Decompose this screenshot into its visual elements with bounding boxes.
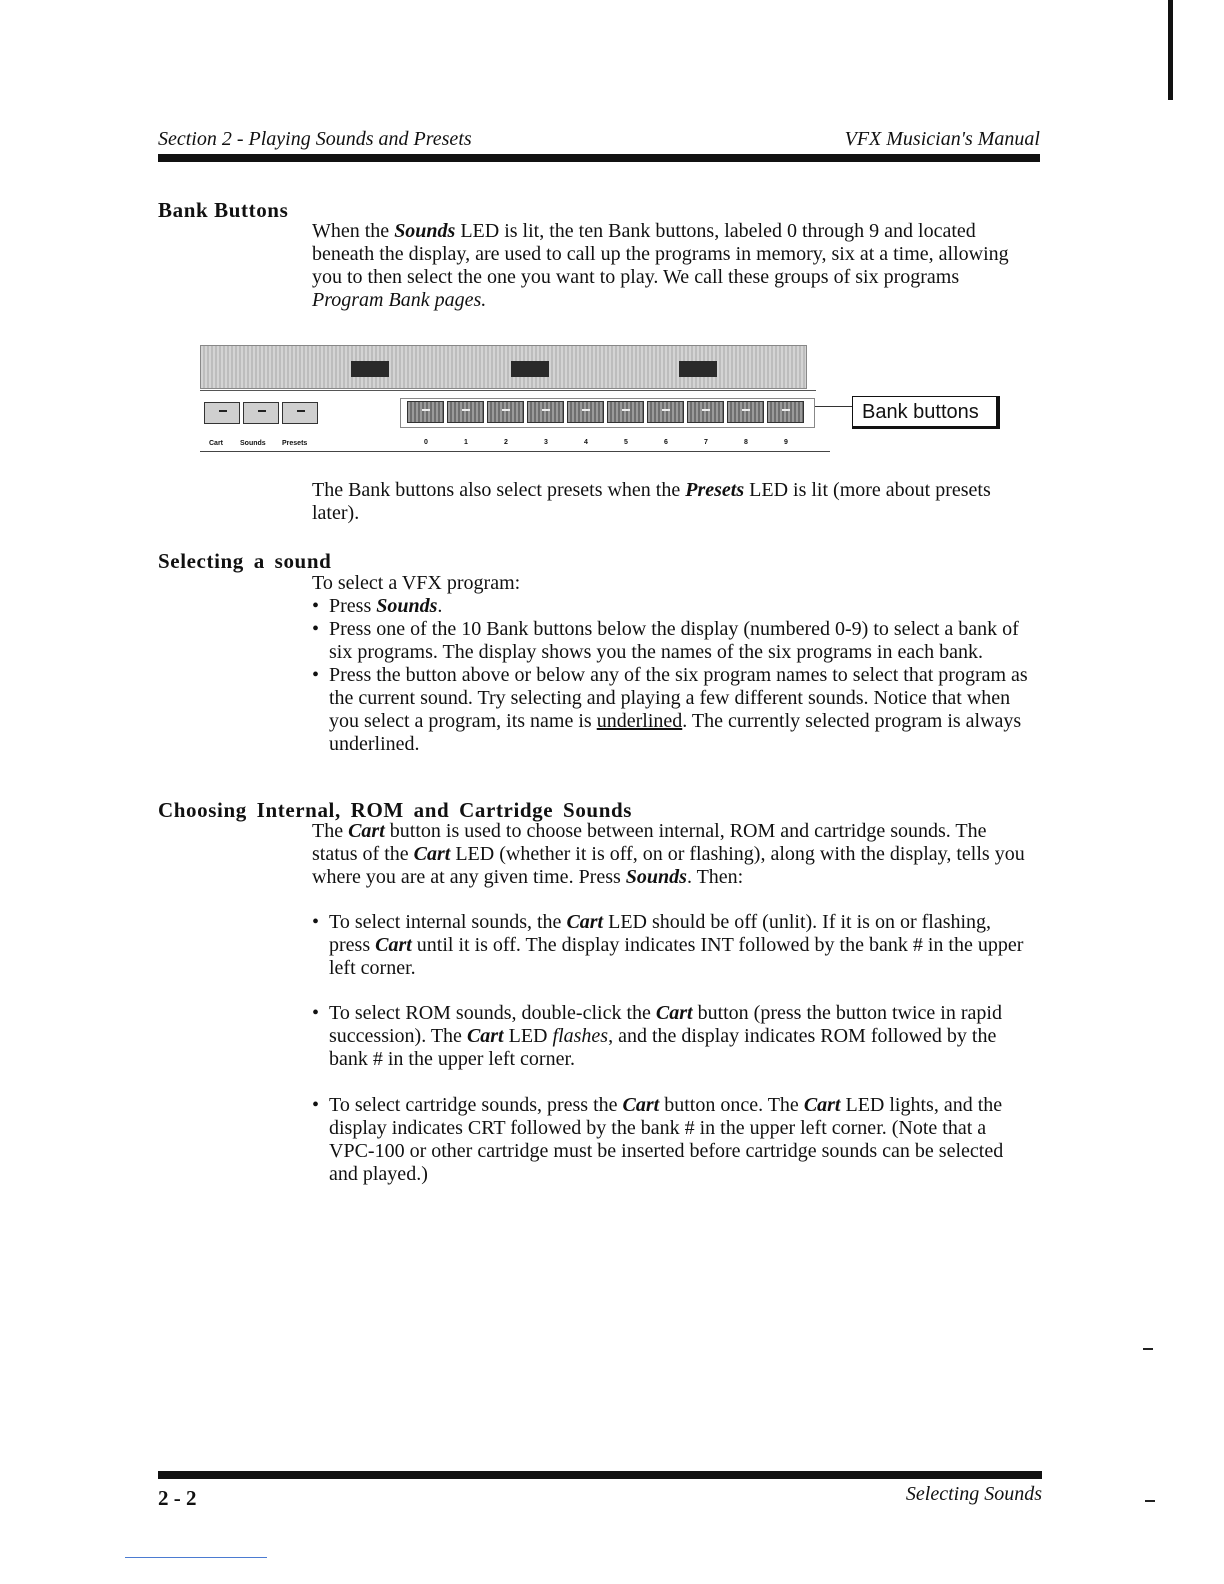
figure-baseline — [200, 451, 830, 452]
display-segment — [351, 361, 389, 377]
running-footer-title: Selecting Sounds — [905, 1483, 1042, 1505]
bank-button-7[interactable] — [687, 401, 724, 423]
bank-number-label: 4 — [584, 439, 588, 446]
choosing-item-rom — [312, 1002, 1032, 1071]
margin-mark — [1145, 1500, 1155, 1502]
bank-button-6[interactable] — [647, 401, 684, 423]
bank-button-1[interactable] — [447, 401, 484, 423]
heading-bank-buttons: Bank Buttons — [158, 198, 289, 222]
bank-button-5[interactable] — [607, 401, 644, 423]
bank-buttons-paragraph: When the Sounds LED is lit, the ten Bank buttons, labeled 0 through 9 and located beneath the display, are used to call up the programs in memory, six at a time, allowing you to then select the one you want to play. We call these groups of six programs Program Bank pages. — [312, 220, 1009, 311]
heading-choosing-sounds: Choosing Internal, ROM and Cartridge Sounds — [158, 798, 633, 822]
bank-number-label: 7 — [704, 439, 708, 446]
panel-divider — [200, 390, 816, 391]
display-segment — [679, 361, 717, 377]
choosing-paragraph: The Cart button is used to choose between internal, ROM and cartridge sounds. The status of the Cart LED (whether it is off, on or flashing), along with the display, tells you where you are at any given time. Press Sounds. Then: — [312, 820, 1025, 888]
sounds-button[interactable] — [243, 402, 279, 424]
bank-button-0[interactable] — [407, 401, 444, 423]
bank-button-2[interactable] — [487, 401, 524, 423]
display-segment — [511, 361, 549, 377]
presets-button[interactable] — [282, 402, 318, 424]
callout-leader-line — [815, 406, 853, 407]
presets-paragraph: The Bank buttons also select presets when the Presets LED is lit (more about presets later). — [312, 479, 991, 524]
cart-label: Cart — [209, 440, 224, 447]
bank-button-9[interactable] — [767, 401, 804, 423]
list-item: • Press Sounds. — [312, 595, 1042, 618]
bank-number-label: 8 — [744, 439, 748, 446]
margin-mark — [1143, 1348, 1153, 1350]
cart-button[interactable] — [204, 402, 240, 424]
bank-button-4[interactable] — [567, 401, 604, 423]
header-rule — [158, 154, 1040, 162]
bank-button-8[interactable] — [727, 401, 764, 423]
bank-number-label: 3 — [544, 439, 548, 446]
bank-buttons-callout: Bank buttons — [852, 396, 1000, 429]
list-item: • Press one of the 10 Bank buttons below the display (numbered 0-9) to select a bank of six programs. The display shows you the names of the six programs in each bank. — [312, 618, 1042, 664]
bank-number-label: 5 — [624, 439, 628, 446]
selecting-steps — [312, 595, 1042, 756]
page-number: 2 - 2 — [158, 1486, 197, 1510]
choosing-item-internal — [312, 911, 1032, 980]
footnote-line — [125, 1557, 267, 1558]
bank-number-label: 2 — [504, 439, 508, 446]
sounds-label: Sounds — [240, 440, 266, 447]
list-item: • To select cartridge sounds, press the Cart button once. The Cart LED lights, and the display indicates CRT followed by the bank # in the upper left corner. (Note that a VPC-100 or other cartridge must be inserted before cartridge sounds can be selected and played.) — [312, 1094, 1032, 1186]
page-edge-rule — [1168, 0, 1173, 100]
display-panel — [200, 345, 807, 389]
selecting-intro: To select a VFX program: — [312, 572, 521, 594]
list-item: • To select internal sounds, the Cart LED should be off (unlit). If it is on or flashing, press Cart until it is off. The display indicates INT followed by the bank # in the upper left corner. — [312, 911, 1032, 980]
running-header-section: Section 2 - Playing Sounds and Presets — [158, 128, 472, 150]
footer-rule — [158, 1471, 1042, 1479]
bank-number-label: 9 — [784, 439, 788, 446]
presets-label: Presets — [282, 440, 308, 447]
choosing-item-cartridge — [312, 1094, 1032, 1186]
bank-number-label: 6 — [664, 439, 668, 446]
bank-button-3[interactable] — [527, 401, 564, 423]
bank-number-label: 1 — [464, 439, 468, 446]
list-item: • To select ROM sounds, double-click the Cart button (press the button twice in rapid succession). The Cart LED flashes, and the display indicates ROM followed by the bank # in the upper left corner. — [312, 1002, 1032, 1071]
heading-selecting-a-sound: Selecting a sound — [158, 549, 332, 573]
running-header-title: VFX Musician's Manual — [844, 128, 1040, 150]
bank-number-label: 0 — [424, 439, 428, 446]
list-item: • Press the button above or below any of the six program names to select that program as the current sound. Try selecting and playing a few different sounds. Notice that when you select a program, its name is underlined. The currently selected program is always underlined. — [312, 664, 1042, 756]
